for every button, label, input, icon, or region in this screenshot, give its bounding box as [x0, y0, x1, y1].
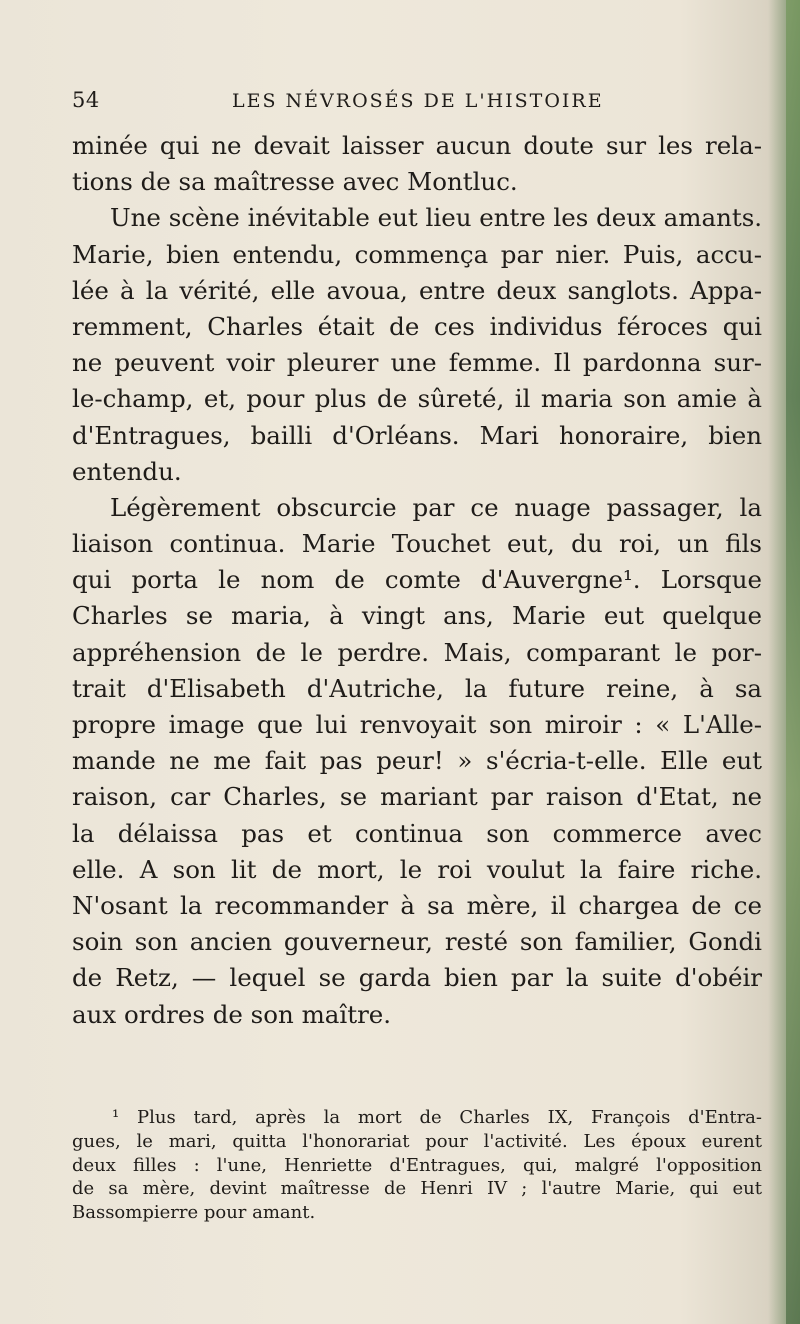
- text-line: Marie, bien entendu, commença par nier. Puis, accu-: [72, 239, 762, 269]
- footnote: [72, 1106, 762, 1225]
- page-header: [72, 88, 762, 118]
- text-line: Légèrement obscurcie par ce nuage passager, la: [110, 492, 762, 522]
- running-title: LES NÉVROSÉS DE L'HISTOIRE: [232, 90, 604, 112]
- text-line: raison, car Charles, se mariant par raison d'Etat, ne: [72, 782, 762, 812]
- text-line: la délaissa pas et continua son commerce avec: [72, 818, 762, 848]
- footnote-line: deux filles : l'une, Henriette d'Entragues, qui, malgré l'opposition: [72, 1154, 762, 1176]
- text-line: appréhension de le perdre. Mais, comparant le por-: [72, 637, 762, 667]
- text-line: elle. A son lit de mort, le roi voulut la faire riche.: [72, 854, 762, 884]
- text-line: soin son ancien gouverneur, resté son familier, Gondi: [72, 927, 762, 957]
- text-line: tions de sa maîtresse avec Montluc.: [72, 167, 518, 197]
- footnote-line: de sa mère, devint maîtresse de Henri IV ; l'autre Marie, qui eut: [72, 1178, 762, 1200]
- text-line: Une scène inévitable eut lieu entre les deux amants.: [110, 203, 762, 233]
- text-line: N'osant la recommander à sa mère, il chargea de ce: [72, 890, 762, 920]
- text-line: remment, Charles était de ces individus féroces qui: [72, 311, 762, 341]
- footnote-line: gues, le mari, quitta l'honorariat pour l'activité. Les époux eurent: [72, 1130, 762, 1152]
- text-line: Charles se maria, à vingt ans, Marie eut quelque: [72, 601, 762, 631]
- text-line: le-champ, et, pour plus de sûreté, il maria son amie à: [72, 384, 762, 414]
- text-line: lée à la vérité, elle avoua, entre deux sanglots. Appa-: [72, 275, 762, 305]
- text-line: mande ne me fait pas peur! » s'écria-t-elle. Elle eut: [72, 746, 762, 776]
- text-line: trait d'Elisabeth d'Autriche, la future reine, à sa: [72, 673, 762, 703]
- text-line: ne peuvent voir pleurer une femme. Il pardonna sur-: [72, 348, 762, 378]
- text-line: propre image que lui renvoyait son miroir : « L'Alle-: [72, 710, 762, 739]
- text-line: entendu.: [72, 456, 182, 486]
- text-line: liaison continua. Marie Touchet eut, du roi, un fils: [72, 529, 762, 559]
- page-number: 54: [72, 88, 100, 112]
- text-line: d'Entragues, bailli d'Orléans. Mari honoraire, bien: [72, 420, 762, 450]
- page-edge-stain: [786, 0, 800, 1324]
- text-line: de Retz, — lequel se garda bien par la suite d'obéir: [72, 963, 762, 993]
- footnote-line: ¹ Plus tard, après la mort de Charles IX, François d'Entra-: [112, 1107, 762, 1128]
- text-line: aux ordres de son maître.: [72, 999, 392, 1029]
- footnote-line: Bassompierre pour amant.: [72, 1202, 316, 1224]
- body-text: [72, 128, 762, 1033]
- text-line: minée qui ne devait laisser aucun doute sur les rela-: [72, 131, 762, 160]
- text-line: qui porta le nom de comte d'Auvergne¹. Lorsque: [72, 565, 762, 595]
